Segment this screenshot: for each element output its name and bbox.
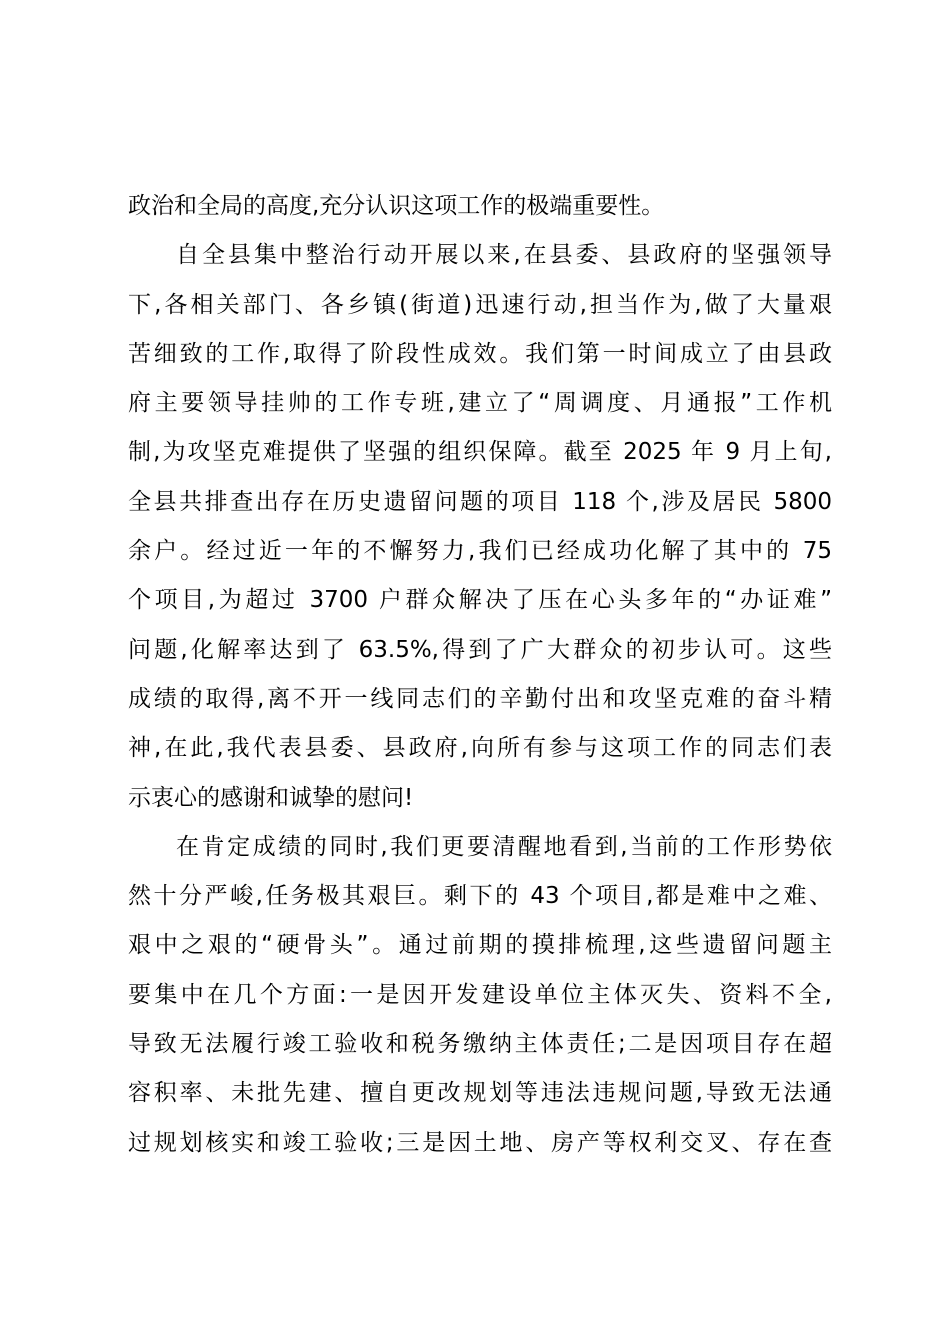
text-line: 要集中在几个方面:一是因开发建设单位主体灭失、资料不全, xyxy=(128,981,832,1008)
text-line: 府主要领导挂帅的工作专班,建立了“周调度、月通报”工作机 xyxy=(128,390,832,417)
text-line: 容积率、未批先建、擅自更改规划等违法违规问题,导致无法通 xyxy=(128,1080,832,1107)
text-line: 导致无法履行竣工验收和税务缴纳主体责任;二是因项目存在超 xyxy=(128,1031,832,1058)
text-line: 下,各相关部门、各乡镇(街道)迅速行动,担当作为,做了大量艰 xyxy=(128,291,832,318)
text-line: 苦细致的工作,取得了阶段性成效。我们第一时间成立了由县政 xyxy=(128,340,832,367)
text-line: 余户。经过近一年的不懈努力,我们已经成功化解了其中的 75 xyxy=(128,538,832,565)
text-line: 过规划核实和竣工验收;三是因土地、房产等权利交叉、存在查 xyxy=(128,1129,832,1156)
body-text xyxy=(128,182,832,1168)
text-line: 个项目,为超过 3700 户群众解决了压在心头多年的“办证难” xyxy=(128,587,832,614)
text-line: 政治和全局的高度,充分认识这项工作的极端重要性。 xyxy=(128,193,665,219)
text-line: 在肯定成绩的同时,我们更要清醒地看到,当前的工作形势依 xyxy=(176,833,832,860)
text-line: 问题,化解率达到了 63.5%,得到了广大群众的初步认可。这些 xyxy=(128,636,832,663)
text-line: 艰中之艰的“硬骨头”。通过前期的摸排梳理,这些遗留问题主 xyxy=(128,932,832,959)
text-line: 制,为攻坚克难提供了坚强的组织保障。截至 2025 年 9 月上旬, xyxy=(128,439,832,466)
text-line: 全县共排查出存在历史遗留问题的项目 118 个,涉及居民 5800 xyxy=(128,488,832,515)
text-line: 示衷心的感谢和诚挚的慰问! xyxy=(128,784,414,811)
text-line: 神,在此,我代表县委、县政府,向所有参与这项工作的同志们表 xyxy=(128,735,832,762)
text-line: 自全县集中整治行动开展以来,在县委、县政府的坚强领导 xyxy=(176,242,832,269)
text-line: 成绩的取得,离不开一线同志们的辛勤付出和攻坚克难的奋斗精 xyxy=(128,685,832,712)
text-line: 然十分严峻,任务极其艰巨。剩下的 43 个项目,都是难中之难、 xyxy=(128,883,832,910)
